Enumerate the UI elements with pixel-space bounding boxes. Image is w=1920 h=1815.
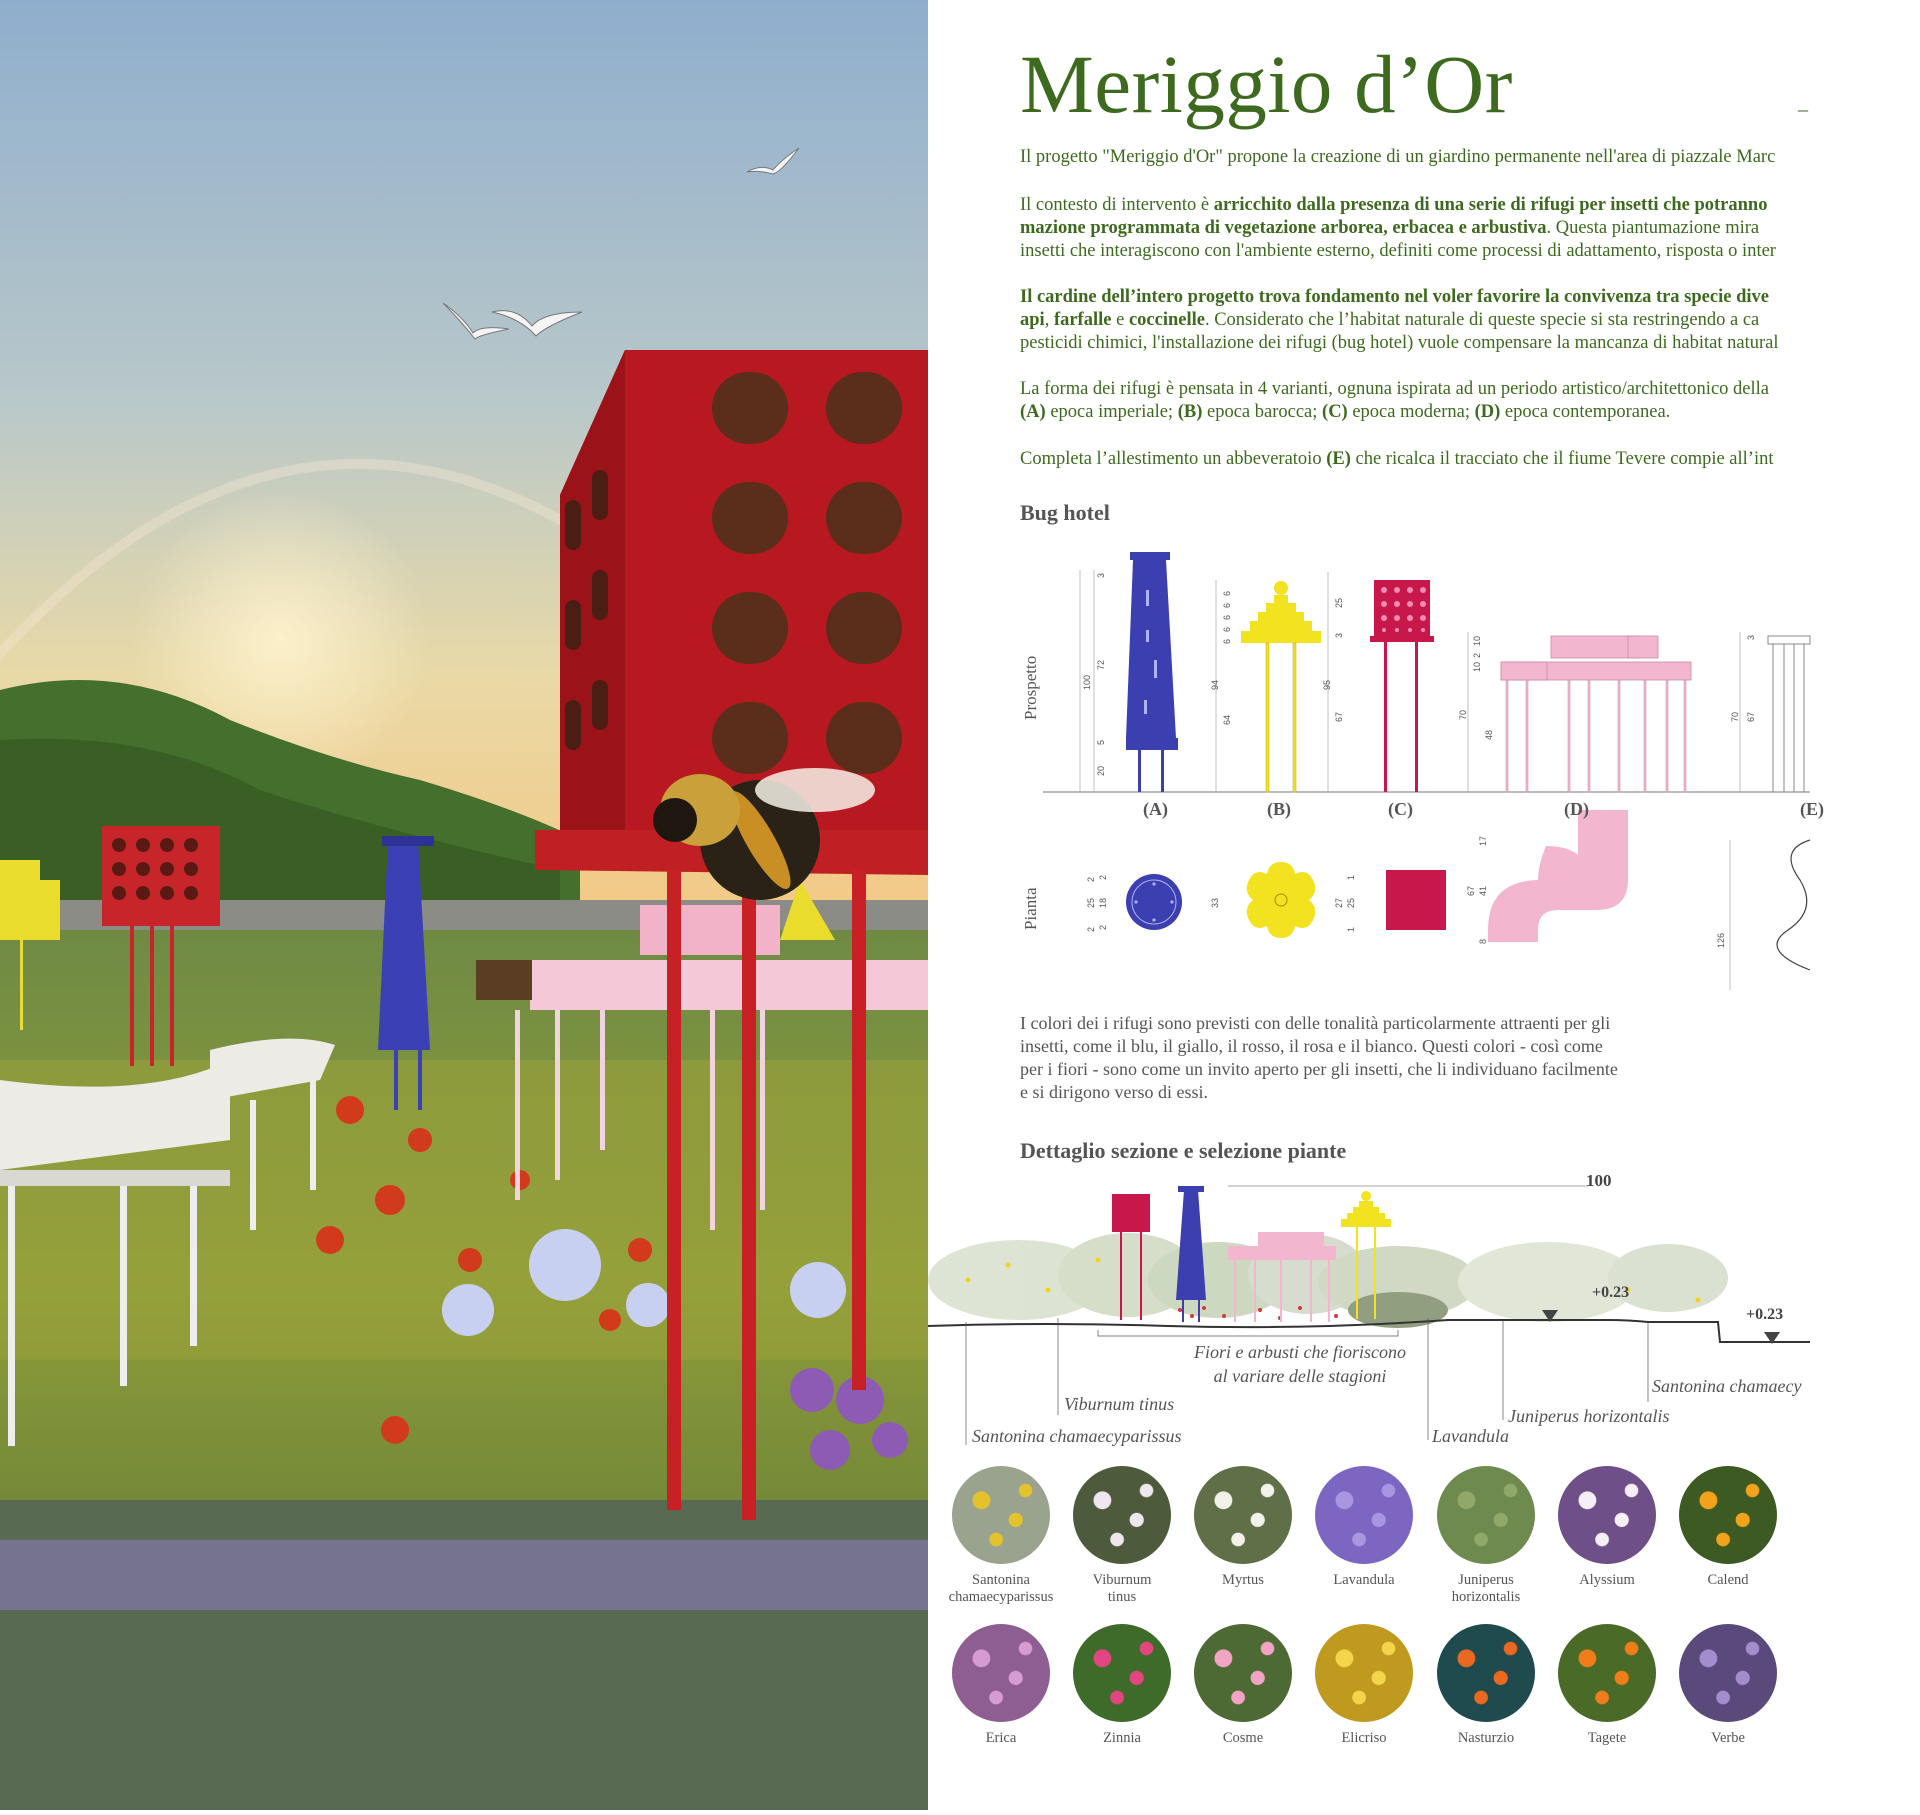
dimensions-c (1322, 572, 1344, 792)
section-label-fiori: Fiori e arbusti che fioriscono (1194, 1342, 1406, 1362)
lavender (0, 1540, 928, 1610)
plant-photo-card (1057, 1624, 1187, 1747)
plant-photo-card (1663, 1624, 1793, 1747)
svg-text:2: 2 (1472, 652, 1482, 658)
hotel-d-elevation (1501, 636, 1691, 792)
garden-render (0, 0, 928, 1810)
plant-photo (1437, 1624, 1535, 1722)
plant-name: Nasturzio (1457, 1730, 1515, 1746)
svg-text:6: 6 (1222, 614, 1232, 620)
plant-photo (1558, 1466, 1656, 1564)
svg-text:10: 10 (1472, 635, 1482, 646)
plant-photo (1437, 1466, 1535, 1564)
plant-name: Elicriso (1341, 1730, 1387, 1746)
plant-name: Myrtus (1222, 1572, 1264, 1588)
plant-name-line-2: horizontalis (1451, 1589, 1521, 1605)
svg-text:1: 1 (1346, 926, 1356, 932)
plant-photo (1194, 1466, 1292, 1564)
plant-name: Erica (985, 1730, 1017, 1746)
poster-panel (928, 0, 1824, 1810)
plant-name: Lavandula (1333, 1572, 1395, 1588)
svg-text:8: 8 (1478, 938, 1488, 944)
svg-text:48: 48 (1484, 729, 1494, 740)
bug-hotel-drawings (928, 550, 1810, 990)
svg-text:100: 100 (1082, 674, 1092, 690)
plant-name: Viburnum (1092, 1572, 1152, 1588)
plant-photo-card (1178, 1466, 1308, 1589)
svg-text:27: 27 (1334, 897, 1344, 908)
scale-label: 100 (1586, 1171, 1612, 1190)
svg-text:41: 41 (1478, 885, 1488, 896)
svg-text:25: 25 (1086, 897, 1096, 908)
variant-label-a: (A) (1143, 799, 1168, 819)
section-label-santonina-left: Santonina chamaecyparissus (972, 1426, 1182, 1446)
svg-text:5: 5 (1096, 739, 1106, 745)
intro-paragraph-4: La forma dei rifugi è pensata in 4 varianti, ognuna ispirata ad un periodo artistico/architettonico della (A) epoca imperiale; (B) epoca barocca; (C) epoca moderna; (D) epoca contemporanea. (1020, 379, 1769, 422)
svg-text:126: 126 (1716, 932, 1726, 948)
svg-text:94: 94 (1210, 679, 1220, 690)
svg-text:6: 6 (1222, 602, 1232, 608)
intro-paragraph-3: Il cardine dell’intero progetto trova fondamento nel voler favorire la convivenza tra specie dive api, farfalle e coccinelle. Considerato che l’habitat naturale di queste specie si sta restringendo a ca pesticidi chimici, l'installazione dei rifugi (bug hotel) vuole compensare la mancanza di habitat natural (1020, 287, 1779, 353)
hotel-c-plan (1386, 870, 1446, 930)
plant-photo-card (936, 1466, 1066, 1606)
plant-photo (1073, 1466, 1171, 1564)
hotel-c-elevation (1370, 580, 1434, 792)
dimensions-e (1730, 632, 1756, 792)
svg-text:67: 67 (1466, 885, 1476, 896)
section-label-juniperus: Juniperus horizontalis (1508, 1406, 1670, 1426)
svg-text:1: 1 (1346, 874, 1356, 880)
plant-photo (952, 1624, 1050, 1722)
render-scene (0, 0, 928, 1810)
intro-paragraph-5: Completa l’allestimento un abbeveratoio (E) che ricalca il tracciato che il fiume Tevere compie all’int (1020, 449, 1774, 469)
plant-name: Tagete (1587, 1730, 1627, 1746)
svg-text:6: 6 (1222, 590, 1232, 596)
plant-photo (1558, 1624, 1656, 1722)
plant-photo-card (1057, 1466, 1187, 1606)
plant-name-line-2: chamaecyparissus (948, 1589, 1054, 1605)
svg-text:95: 95 (1322, 679, 1332, 690)
plant-photo-card (936, 1624, 1066, 1747)
hotel-a-elevation (1126, 552, 1178, 792)
svg-text:33: 33 (1210, 897, 1220, 908)
svg-text:72: 72 (1096, 659, 1106, 670)
hotel-d-plan (1488, 810, 1628, 942)
section-label-lavandula: Lavandula (1432, 1426, 1510, 1446)
section-label-fiori-2: al variare delle stagioni (1213, 1366, 1387, 1386)
pianta-label: Pianta (1021, 887, 1040, 930)
plant-name: Verbe (1711, 1730, 1745, 1746)
svg-text:70: 70 (1730, 711, 1740, 722)
svg-text:17: 17 (1478, 835, 1488, 846)
svg-text:2: 2 (1098, 924, 1108, 930)
plant-photo-card (1178, 1624, 1308, 1747)
svg-text:3: 3 (1334, 632, 1344, 638)
svg-text:2: 2 (1098, 874, 1108, 880)
plant-name: Calend (1707, 1572, 1749, 1588)
section-detail-heading: Dettaglio sezione e selezione piante (1020, 1138, 1347, 1163)
variant-label-d: (D) (1564, 799, 1589, 819)
plant-photo-card (1299, 1466, 1429, 1589)
dimensions-a (1080, 570, 1106, 792)
intro-paragraph-2: Il contesto di intervento è arricchito dalla presenza di una serie di rifugi per insetti che potranno mazione programmata di vegetazione arborea, erbacea e arbustiva. Questa piantumazione mira insetti che interagiscono con l'ambiente esterno, definiti come processi di adattamento, risposta o inter (1020, 195, 1776, 261)
variant-label-e: (E) (1800, 799, 1824, 819)
svg-text:64: 64 (1222, 714, 1232, 725)
prospetto-label: Prospetto (1021, 655, 1040, 720)
section-drawing (928, 1170, 1810, 1460)
plant-photo (1194, 1624, 1292, 1722)
hotel-e-plan (1777, 840, 1810, 970)
section-label-viburnum: Viburnum tinus (1064, 1394, 1175, 1414)
plant-photo (1073, 1624, 1171, 1722)
plant-name-line-2: tinus (1107, 1589, 1137, 1605)
svg-text:67: 67 (1746, 711, 1756, 722)
plant-name: Santonina (972, 1572, 1030, 1588)
plant-photo (952, 1466, 1050, 1564)
svg-text:3: 3 (1746, 634, 1756, 640)
plant-name: Alyssium (1579, 1572, 1635, 1588)
svg-text:20: 20 (1096, 765, 1106, 776)
plant-photo (1315, 1466, 1413, 1564)
hotel-b-plan (1247, 862, 1316, 938)
dimensions-b (1210, 580, 1232, 792)
bug-hotel-heading: Bug hotel (1020, 500, 1110, 525)
plant-photo-card (1542, 1466, 1672, 1589)
plant-name: Juniperus (1458, 1572, 1514, 1588)
level-label-2: +0.23 (1746, 1306, 1784, 1323)
page-title: Meriggio d’Or (1020, 38, 1513, 130)
svg-text:2: 2 (1086, 876, 1096, 882)
plant-photo-card (1663, 1466, 1793, 1589)
svg-text:67: 67 (1334, 711, 1344, 722)
intro-paragraph-1: Il progetto "Meriggio d'Or" propone la creazione di un giardino permanente nell'area di piazzale Marc (1020, 147, 1776, 167)
plant-photo (1679, 1624, 1777, 1722)
plant-photo (1315, 1624, 1413, 1722)
svg-text:3: 3 (1096, 572, 1106, 578)
svg-text:25: 25 (1334, 597, 1344, 608)
hotel-a-plan (1126, 874, 1182, 930)
svg-text:25: 25 (1346, 897, 1356, 908)
plant-photo (1679, 1466, 1777, 1564)
colors-paragraph: I colori dei i rifugi sono previsti con delle tonalità particolarmente attraenti per gli insetti, come il blu, il giallo, il rosso, il rosa e il bianco. Questi colori - così come per i fiori - sono come un invito aperto per gli insetti, che li individuano facilmente e si dirigono verso di essi. (1020, 1013, 1618, 1102)
hotel-e-elevation (1768, 636, 1810, 792)
svg-text:10: 10 (1472, 661, 1482, 672)
plant-photo-card (1299, 1624, 1429, 1747)
svg-text:2: 2 (1086, 926, 1096, 932)
svg-text:6: 6 (1222, 638, 1232, 644)
svg-text:6: 6 (1222, 626, 1232, 632)
plant-photo-card (1542, 1624, 1672, 1747)
variant-label-c: (C) (1388, 799, 1413, 819)
plant-photo-card (1421, 1624, 1551, 1747)
plant-name: Cosme (1222, 1730, 1264, 1746)
dimensions-d (1458, 632, 1494, 792)
svg-text:18: 18 (1098, 897, 1108, 908)
level-label-1: +0.23 (1592, 1284, 1630, 1301)
section-label-santonina-right: Santonina chamaecy (1652, 1376, 1802, 1396)
hotel-b-elevation (1241, 581, 1321, 792)
title-mark: _ (1798, 92, 1808, 114)
svg-text:70: 70 (1458, 709, 1468, 720)
plant-photo-card (1421, 1466, 1551, 1606)
plant-name: Zinnia (1103, 1730, 1141, 1746)
variant-label-b: (B) (1267, 799, 1291, 819)
